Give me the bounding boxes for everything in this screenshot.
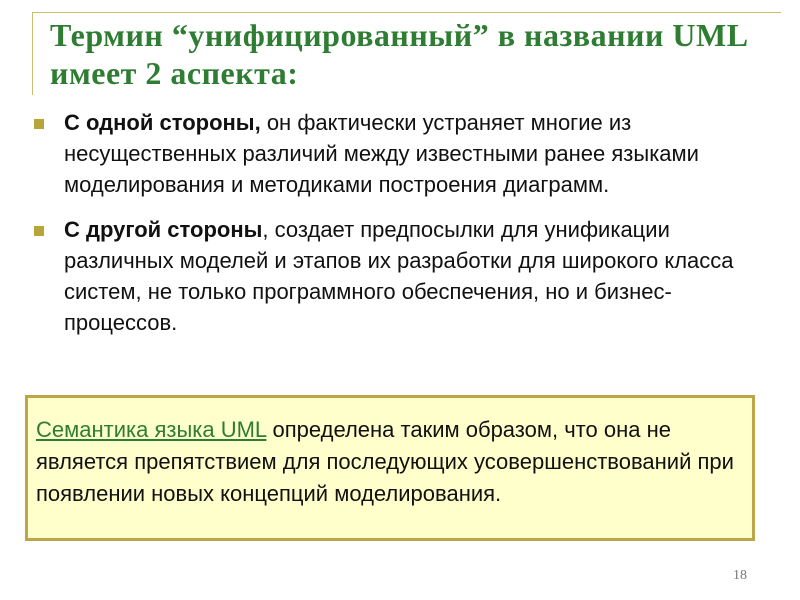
bullet-lead-first: С одной стороны, xyxy=(64,110,261,135)
callout-paragraph xyxy=(36,414,736,510)
bullet-item-second-aspect xyxy=(32,214,772,338)
bullet-text-second: , создает предпосылки для унификации различных моделей и этапов их разработки для широкого класса систем, не только программного обеспечения, но и бизнес-процессов. xyxy=(64,217,734,335)
square-bullet-icon xyxy=(34,226,44,236)
bullet-text-first: он фактически устраняет многие из несущественных различий между известными ранее языками моделирования и методиками построения диаграмм. xyxy=(64,110,699,197)
page-number: 18 xyxy=(733,568,747,583)
bullet-lead-second: С другой стороны xyxy=(64,217,263,242)
square-bullet-icon xyxy=(34,119,44,129)
bullet-item-first-aspect xyxy=(32,107,772,200)
slide-title: Термин “унифицированный” в названии UML имеет 2 аспекта: xyxy=(50,17,747,91)
callout-text: определена таким образом, что она не является препятствием для последующих усовершенствований при появлении новых концепций моделирования. xyxy=(36,417,734,506)
semantics-callout-box xyxy=(25,395,755,541)
uml-semantics-link[interactable]: Семантика языка UML xyxy=(36,417,267,442)
bullet-list xyxy=(32,107,772,352)
